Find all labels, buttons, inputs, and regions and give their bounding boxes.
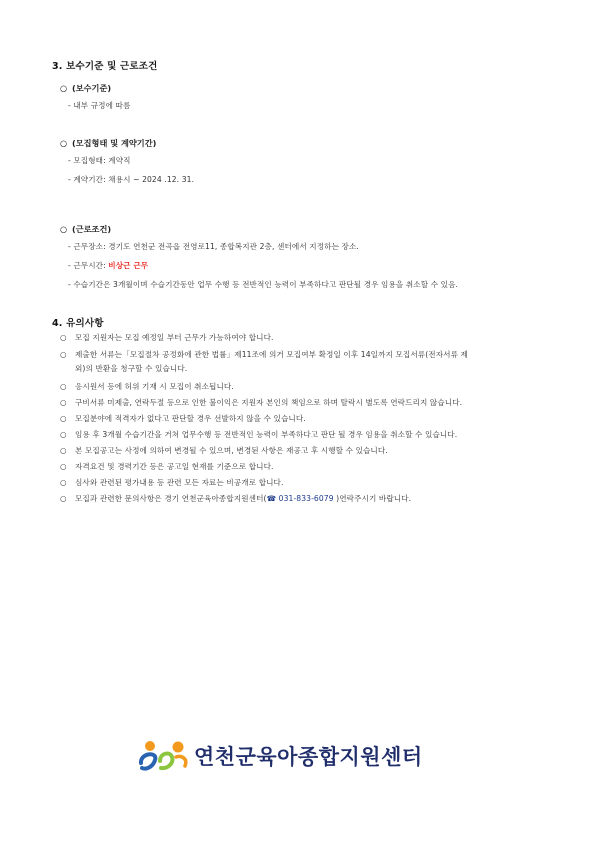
notice-item: ○ 구비서류 미제출, 연락두절 등으로 인한 불이익은 지원자 본인의 책임으로 하며 탈락시 별도록 연락드리지 않습니다. — [60, 398, 463, 407]
center-logo-text: 연천군육아종합지원센터 — [194, 745, 423, 769]
circle-bullet: ○ — [60, 83, 68, 93]
work-place-line: - 근무장소: 경기도 연천군 전곡읍 전영로11, 종합복지관 2층, 센터에서 지정하는 장소. — [68, 242, 359, 251]
work-conditions-heading: ○ (근로조건) — [60, 224, 112, 234]
contract-period-line: - 계약기간: 채용시 ~ 2024 .12. 31. — [68, 175, 195, 184]
notice-item: ○ 모집 지원자는 모집 예정일 부터 근무가 가능하여야 합니다. — [60, 333, 274, 342]
notice-item: ○ 임용 후 3개월 수습기간을 거쳐 업무수행 등 전반적인 능력이 부족하다고 판단 될 경우 임용을 취소할 수 있습니다. — [60, 430, 458, 439]
notice-item: ○ 응시원서 등에 허위 기재 시 모집이 취소됩니다. — [60, 382, 234, 391]
work-time-line: - 근무시간: 비상근 근무 — [68, 261, 149, 270]
center-logo-mark-icon — [138, 739, 192, 773]
notice-item: ○ 제출한 서류는「모집절차 공정화에 관한 법률」제11조에 의거 모집여부 확정일 이후 14일까지 모집서류(전자서류 제 외)의 반환을 청구할 수 있습니다. — [60, 350, 468, 373]
work-time-value: 비상근 근무 — [108, 261, 149, 270]
section-3-title: 3. 보수기준 및 근로조건 — [52, 61, 158, 72]
recruit-type-heading: ○ (모집형태 및 계약기간) — [60, 138, 157, 148]
notice-item: ○ 모집분야에 적격자가 없다고 판단할 경우 선발하지 않을 수 있습니다. — [60, 414, 306, 423]
notice-item: ○ 본 모집공고는 사정에 의하여 변경될 수 있으며, 변경된 사항은 재공고 후 시행할 수 있습니다. — [60, 446, 388, 455]
recruit-type-line: - 모집형태: 계약직 — [68, 156, 131, 165]
contact-phone-number: 031-833-6079 — [276, 494, 337, 503]
phone-icon: ☎ — [266, 494, 277, 503]
notice-item: ○ 자격요건 및 경력기간 등은 공고일 현재를 기준으로 합니다. — [60, 462, 274, 471]
section-4-title: 4. 유의사항 — [52, 318, 104, 329]
pay-criteria-heading: ○ (보수기준) — [60, 83, 112, 93]
pay-criteria-line: - 내부 규정에 따름 — [68, 101, 131, 110]
circle-bullet: ○ — [60, 138, 68, 148]
contact-notice-item: ○ 모집과 관련한 문의사항은 경기 연천군육아종합지원센터(☎ 031-833-6079 )연락주시기 바랍니다. — [60, 494, 412, 503]
circle-bullet: ○ — [60, 224, 68, 234]
center-logo — [138, 739, 458, 773]
notice-item: ○ 심사와 관련된 평가내용 등 관련 모든 자료는 비공개로 합니다. — [60, 478, 284, 487]
probation-line: - 수습기간은 3개월이며 수습기간동안 업무 수행 등 전반적인 능력이 부족하다고 판단될 경우 임용을 취소할 수 있음. — [68, 280, 459, 289]
